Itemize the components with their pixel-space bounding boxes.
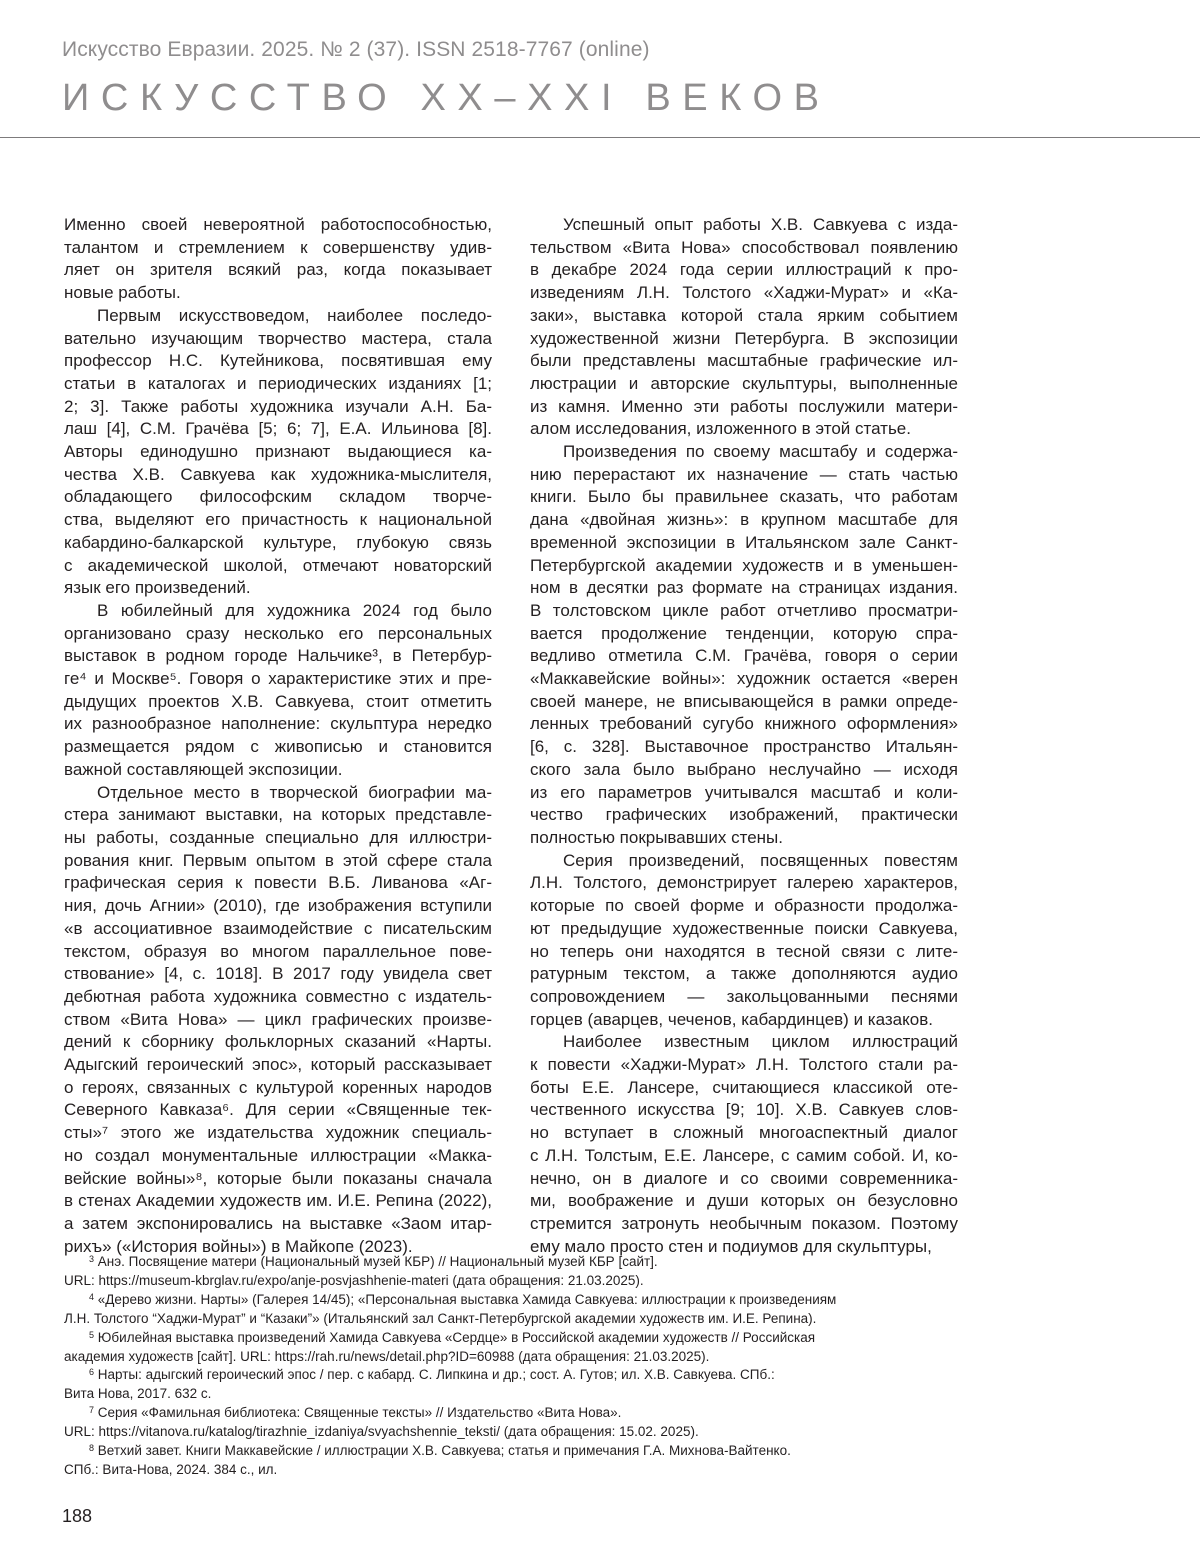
text-line: стера занимают выставки, на которых представле- <box>64 805 492 825</box>
text-line: графическая серия к повести В.Б. Ливанова «Аг- <box>64 873 492 893</box>
text-line: тельством «Вита Нова» способствовал появлению <box>530 237 958 257</box>
text-line: ратурным текстом, а также дополняются аудио <box>530 964 958 984</box>
footnote-line <box>64 1423 944 1442</box>
text-line: вательно изучающим творчество мастера, стала <box>64 328 492 348</box>
text-line: люстрации и авторские скульптуры, выполненные <box>530 373 958 393</box>
text-line: ном в десятки раз формате на страницах издания. <box>530 578 958 598</box>
section-title: ИСКУССТВО XX–XXI ВЕКОВ <box>62 77 831 119</box>
text-line: размещается рядом с живописью и становится <box>64 737 492 757</box>
text-line: ния, дочь Агнии» (2010), где изображения вступили <box>64 896 492 916</box>
text-line: дебютная работа художника совместно с издатель- <box>64 986 492 1006</box>
text-line: язык его произведений. <box>64 578 251 598</box>
text-line: своей манере, не вписывающейся в рамки опреде- <box>530 691 958 711</box>
footnote-text: URL: https://vitanova.ru/katalog/tirazhnie_izdaniya/svyachshennie_teksti/ (дата обращения: 15.02. 2025). <box>64 1424 699 1440</box>
text-line: Отдельное место в творческой биографии ма- <box>97 782 492 802</box>
text-line: но теперь они находятся в тесной связи с лите- <box>530 941 958 961</box>
footnote-line <box>64 1253 944 1272</box>
footnote-line <box>64 1291 944 1310</box>
footnote-marker: 6 <box>89 1367 95 1378</box>
text-line: Л.Н. Толстого, демонстрирует галерею характеров, <box>530 873 958 893</box>
text-line: дыдущих проектов Х.В. Савкуева, стоит отметить <box>64 691 492 711</box>
text-line: выставок в родном городе Нальчике³, в Петербур- <box>64 646 492 666</box>
text-line: стремится затронуть необычным показом. Поэтому <box>530 1213 958 1233</box>
footnotes <box>64 1253 944 1480</box>
text-line: в декабре 2024 года серии иллюстраций к про- <box>530 260 958 280</box>
text-line: нечно, он в диалоге и со своими современника- <box>530 1168 958 1188</box>
text-line: ми, воображение и души которых он безусловно <box>530 1191 958 1211</box>
footnote-line <box>64 1329 944 1348</box>
text-line: важной составляющей экспозиции. <box>64 759 343 779</box>
text-line: ства, выделяют его причастность к национальной <box>64 510 492 530</box>
text-line: вейские войны»⁸, которые были показаны сначала <box>64 1168 492 1188</box>
text-line: кабардино-балкарской культуре, глубокую связь <box>64 532 492 552</box>
text-line: Петербургской академии художеств и в уменьшен- <box>530 555 958 575</box>
text-line: изведениям Л.Н. Толстого «Хаджи-Мурат» и «Ка- <box>530 283 958 303</box>
text-line: Наиболее известным циклом иллюстраций <box>563 1032 958 1052</box>
text-line: ством «Вита Нова» — цикл графических произве- <box>64 1009 492 1029</box>
footnote-marker: 7 <box>89 1405 95 1416</box>
text-line: Первым искусствоведом, наиболее последо- <box>97 305 492 325</box>
text-line: Адыгский героический эпос», который рассказывает <box>64 1055 492 1075</box>
text-line: были представлены масштабные графические ил- <box>530 351 958 371</box>
footnote-line <box>64 1404 944 1423</box>
text-line: Северного Кавказа⁶. Для серии «Священные тек- <box>64 1100 492 1120</box>
footnote-text: Анэ. Посвящение матери (Национальный музей КБР) // Национальный музей КБР [сайт]. <box>97 1254 658 1269</box>
page-number: 188 <box>62 1506 93 1526</box>
text-line: о героях, связанных с культурой коренных народов <box>64 1077 492 1097</box>
text-line: новые работы. <box>64 283 181 303</box>
text-line: ляет он зрителя всякий раз, когда показывает <box>64 260 492 280</box>
text-line: «в ассоциативное взаимодействие с писательским <box>64 918 492 938</box>
footnote-line <box>64 1442 944 1461</box>
footnote-marker: 5 <box>89 1329 95 1340</box>
text-line: ского зала было выбрано неслучайно — исходя <box>530 759 958 779</box>
text-line: полностью покрывавших стены. <box>530 827 783 847</box>
footnote-line <box>64 1348 944 1367</box>
footnote-text: академия художеств [сайт]. URL: https://rah.ru/news/detail.php?ID=60988 (дата обращения: 21.03.2025). <box>64 1348 710 1364</box>
footnote-text: Нарты: адыгский героический эпос / пер. с кабард. С. Липкина и др.; сост. А. Гутов; ил. Х.В. Савкуева. СПб.: <box>97 1367 775 1383</box>
text-line: ны работы, созданные специально для иллюстри- <box>64 827 492 847</box>
text-line: «Маккавейские войны»: художник остается «верен <box>530 669 958 689</box>
footnote-text: Л.Н. Толстого “Хаджи-Мурат” и “Казаки”» (Итальянский зал Санкт-Петербургской академии художеств им. И.Е. Репина). <box>64 1310 817 1326</box>
text-line: ствование» [4, с. 1018]. В 2017 году увидела свет <box>64 964 492 984</box>
footnote-line <box>64 1310 944 1329</box>
text-line: их разнообразное наполнение: скульптура нередко <box>64 714 492 734</box>
text-line: нию перерастают их назначение — стать частью <box>530 464 958 484</box>
journal-title: Искусство Евразии. 2025. № 2 (37). ISSN 2518-7767 (online) <box>62 38 650 61</box>
text-line: статьи в каталогах и периодических изданиях [1; <box>64 373 492 393</box>
text-line: временной экспозиции в Итальянском зале Санкт- <box>530 532 958 552</box>
text-line: сты»⁷ этого же издательства художник специаль- <box>64 1123 492 1143</box>
text-line: [6, с. 328]. Выставочное пространство Итальян- <box>530 737 958 757</box>
text-line: рихъ» («История войны») в Майкопе (2023). <box>64 1236 413 1256</box>
footnote-line <box>64 1461 944 1480</box>
text-line: Авторы единодушно признают выдающиеся ка- <box>64 442 492 462</box>
text-line: Серия произведений, посвященных повестям <box>563 850 958 870</box>
text-line: ведливо отметила С.М. Грачёва, говоря о серии <box>530 646 958 666</box>
text-line: Успешный опыт работы Х.В. Савкуева с изда- <box>563 215 958 234</box>
footnote-line <box>64 1272 944 1291</box>
text-line: дений к сборнику фольклорных сказаний «Нарты. <box>64 1032 492 1052</box>
text-line: а затем экспонировались на выставке «Заом итар- <box>64 1213 492 1233</box>
text-line: обладающего философским складом творче- <box>64 487 492 507</box>
footnote-marker: 4 <box>89 1291 95 1302</box>
text-line: ему мало просто стен и подиумов для скульптуры, <box>530 1236 932 1256</box>
text-line: в стенах Академии художеств им. И.Е. Репина (2022), <box>64 1191 492 1211</box>
footnote-text: «Дерево жизни. Нарты» (Галерея 14/45); «Персональная выставка Хамида Савкуева: иллюстрации к произведениям <box>97 1291 837 1307</box>
text-line: профессор Н.С. Кутейникова, посвятившая ему <box>64 351 492 371</box>
text-line: которые по своей форме и образности продолжа- <box>530 896 958 916</box>
body-column-left <box>64 214 492 1258</box>
text-line: с академической школой, отмечают новаторский <box>64 555 492 575</box>
text-line: рования книг. Первым опытом в этой сфере стала <box>64 850 492 870</box>
text-line: из его параметров учитывался масштаб и коли- <box>530 782 958 802</box>
text-line: алом исследования, изложенного в этой статье. <box>530 419 911 439</box>
footnote-text: Ветхий завет. Книги Маккавейские / иллюстрации Х.В. Савкуева; статья и примечания Г.А. Михнова-Вайтенко. <box>97 1443 791 1459</box>
text-line: сопровождением — закольцованными песнями <box>530 986 958 1006</box>
text-line: чество графических изображений, практически <box>530 805 958 825</box>
footnote-text: Серия «Фамильная библиотека: Священные тексты» // Издательство «Вита Нова». <box>97 1405 622 1421</box>
body-column-right <box>530 214 958 1258</box>
text-line: лаш [4], С.М. Грачёва [5; 6; 7], Е.А. Ильинова [8]. <box>64 419 492 439</box>
text-line: ге⁴ и Москве⁵. Говоря о характеристике этих и пре- <box>64 669 492 689</box>
text-line: чества Х.В. Савкуева как художника-мыслителя, <box>64 464 492 484</box>
text-line: с Л.Н. Толстым, Е.Е. Лансере, с самим собой. И, ко- <box>530 1145 958 1165</box>
header-divider <box>0 137 1200 138</box>
text-line: чественного искусства [9; 10]. Х.В. Савкуев слов- <box>530 1100 958 1120</box>
text-line: но вступает в сложный многоаспектный диалог <box>530 1123 958 1143</box>
text-line: вается продолжение тенденции, которую спра- <box>530 623 958 643</box>
text-line: книги. Было бы правильнее сказать, что работам <box>530 487 958 507</box>
text-line: В юбилейный для художника 2024 год было <box>97 600 492 620</box>
text-line: к повести «Хаджи-Мурат» Л.Н. Толстого стали ра- <box>530 1055 958 1075</box>
text-line: Произведения по своему масштабу и содержа- <box>563 442 958 462</box>
footnote-marker: 3 <box>89 1254 95 1264</box>
text-line: текстом, образуя во многом параллельное пове- <box>64 941 492 961</box>
footnote-line <box>64 1366 944 1385</box>
footnote-text: Вита Нова, 2017. 632 с. <box>64 1386 212 1402</box>
footnote-text: Юбилейная выставка произведений Хамида Савкуева «Сердце» в Российской академии художеств // Российская <box>97 1329 816 1345</box>
text-line: талантом и стремлением к совершенству удив- <box>64 237 492 257</box>
text-line: ют предыдущие художественные поиски Савкуева, <box>530 918 958 938</box>
footnote-text: URL: https://museum-kbrglav.ru/expo/anje-posvjashhenie-materi (дата обращения: 21.03.2025). <box>64 1272 644 1288</box>
text-line: но создал монументальные иллюстрации «Макка- <box>64 1145 492 1165</box>
text-line: Именно своей невероятной работоспособностью, <box>64 215 492 234</box>
text-line: ленных требований сугубо книжного оформления» <box>530 714 958 734</box>
text-line: из камня. Именно эти работы послужили матери- <box>530 396 958 416</box>
text-line: дана «двойная жизнь»: в крупном масштабе для <box>530 510 958 530</box>
footnote-line <box>64 1385 944 1404</box>
text-line: боты Е.Е. Лансере, считающиеся классикой оте- <box>530 1077 958 1097</box>
text-line: заки», выставка которой стала ярким событием <box>530 305 958 325</box>
footnote-text: СПб.: Вита-Нова, 2024. 384 с., ил. <box>64 1461 278 1477</box>
text-line: 2; 3]. Также работы художника изучали А.Н. Ба- <box>64 396 492 416</box>
footnote-marker: 8 <box>89 1443 95 1454</box>
text-line: организовано сразу несколько его персональных <box>64 623 492 643</box>
text-line: В толстовском цикле работ отчетливо просматри- <box>530 600 958 620</box>
text-line: художественной жизни Петербурга. В экспозиции <box>530 328 958 348</box>
text-line: горцев (аварцев, чеченов, кабардинцев) и казаков. <box>530 1009 933 1029</box>
